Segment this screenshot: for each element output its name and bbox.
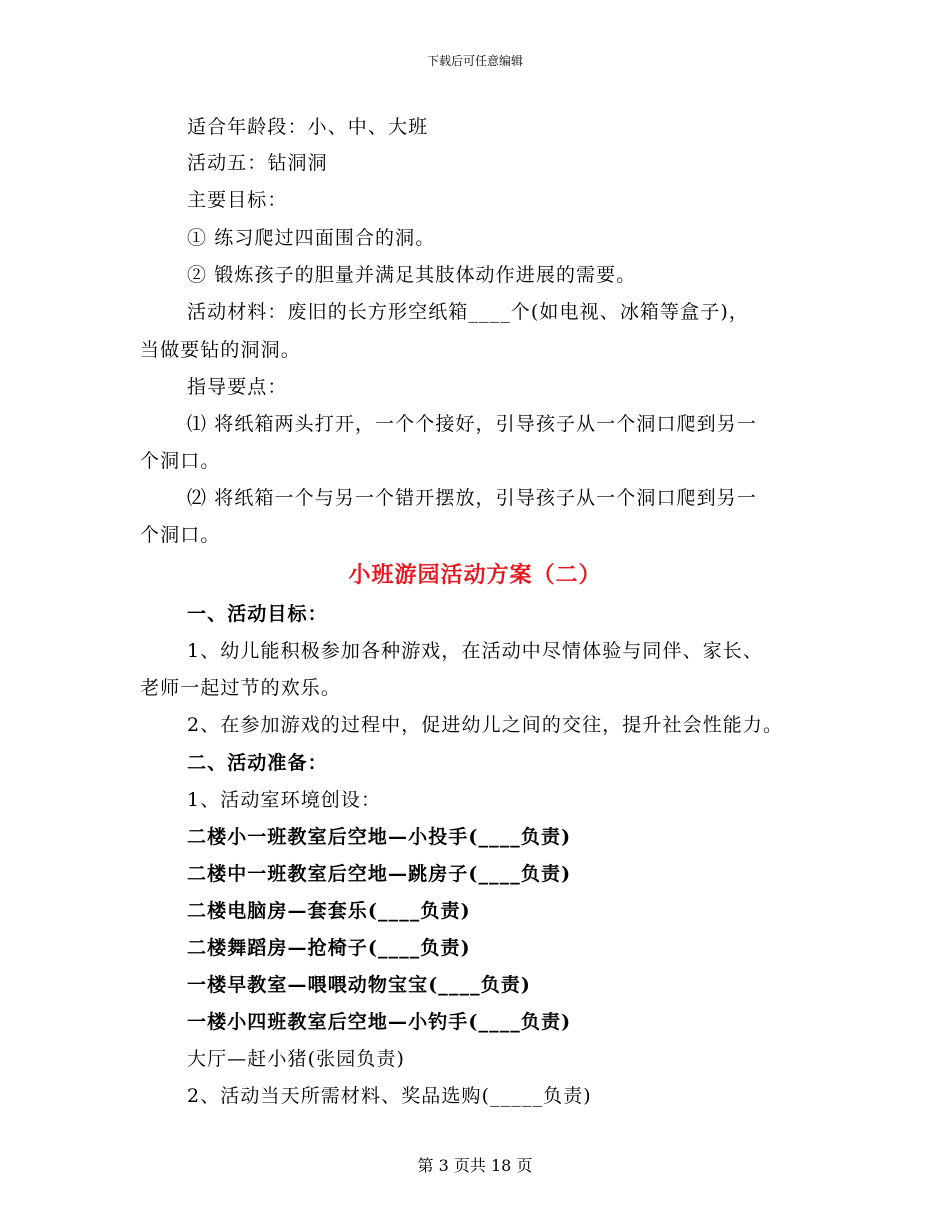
guidance-item-2: ⑵ 将纸箱一个与另一个错开摆放，引导孩子从一个洞口爬到另一 — [187, 487, 757, 509]
station-6: 一楼小四班教室后空地—小钓手(____负责) — [187, 1011, 572, 1033]
objectives-heading: 一、活动目标： — [187, 603, 328, 625]
objective-item-1-cont: 老师一起过节的欢乐。 — [140, 677, 342, 699]
preparation-item-2: 2、活动当天所需材料、奖品选购(_____负责) — [187, 1085, 592, 1107]
station-4: 二楼舞蹈房—抢椅子(____负责) — [187, 937, 471, 959]
objective-item-2: 2、在参加游戏的过程中，促进幼儿之间的交往，提升社会性能力。 — [187, 714, 784, 736]
section-two-title: 小班游园活动方案（二） — [348, 562, 602, 588]
page-header: 下载后可任意编辑 — [426, 54, 523, 68]
main-goals-label: 主要目标： — [187, 189, 288, 211]
age-range-line: 适合年龄段：小、中、大班 — [187, 116, 429, 138]
objective-item-1: 1、幼儿能积极参加各种游戏，在活动中尽情体验与同伴、家长、 — [187, 640, 763, 662]
goal-item-2: ② 锻炼孩子的胆量并满足其肢体动作进展的需要。 — [187, 264, 637, 286]
goal-item-1: ① 练习爬过四面围合的洞。 — [187, 227, 436, 249]
guidance-item-1: ⑴ 将纸箱两头打开，一个个接好，引导孩子从一个洞口爬到另一 — [187, 413, 757, 435]
preparation-heading: 二、活动准备： — [187, 752, 328, 774]
materials-line-cont: 当做要钻的洞洞。 — [140, 339, 301, 361]
guidance-label: 指导要点： — [187, 376, 288, 398]
station-7: 大厅—赶小猪(张园负责) — [187, 1048, 406, 1070]
guidance-item-2-cont: 个洞口。 — [140, 524, 221, 546]
station-3: 二楼电脑房—套套乐(____负责) — [187, 900, 471, 922]
station-5: 一楼早教室—喂喂动物宝宝(____负责) — [187, 974, 531, 996]
guidance-item-1-cont: 个洞口。 — [140, 450, 221, 472]
station-2: 二楼中一班教室后空地—跳房子(____负责) — [187, 863, 572, 885]
station-1: 二楼小一班教室后空地—小投手(____负责) — [187, 826, 572, 848]
materials-line: 活动材料：废旧的长方形空纸箱____个(如电视、冰箱等盒子)， — [187, 301, 749, 323]
activity-five-heading: 活动五：钻洞洞 — [187, 152, 328, 174]
preparation-item-1: 1、活动室环境创设： — [187, 789, 382, 811]
page-footer: 第 3 页共 18 页 — [417, 1156, 533, 1175]
